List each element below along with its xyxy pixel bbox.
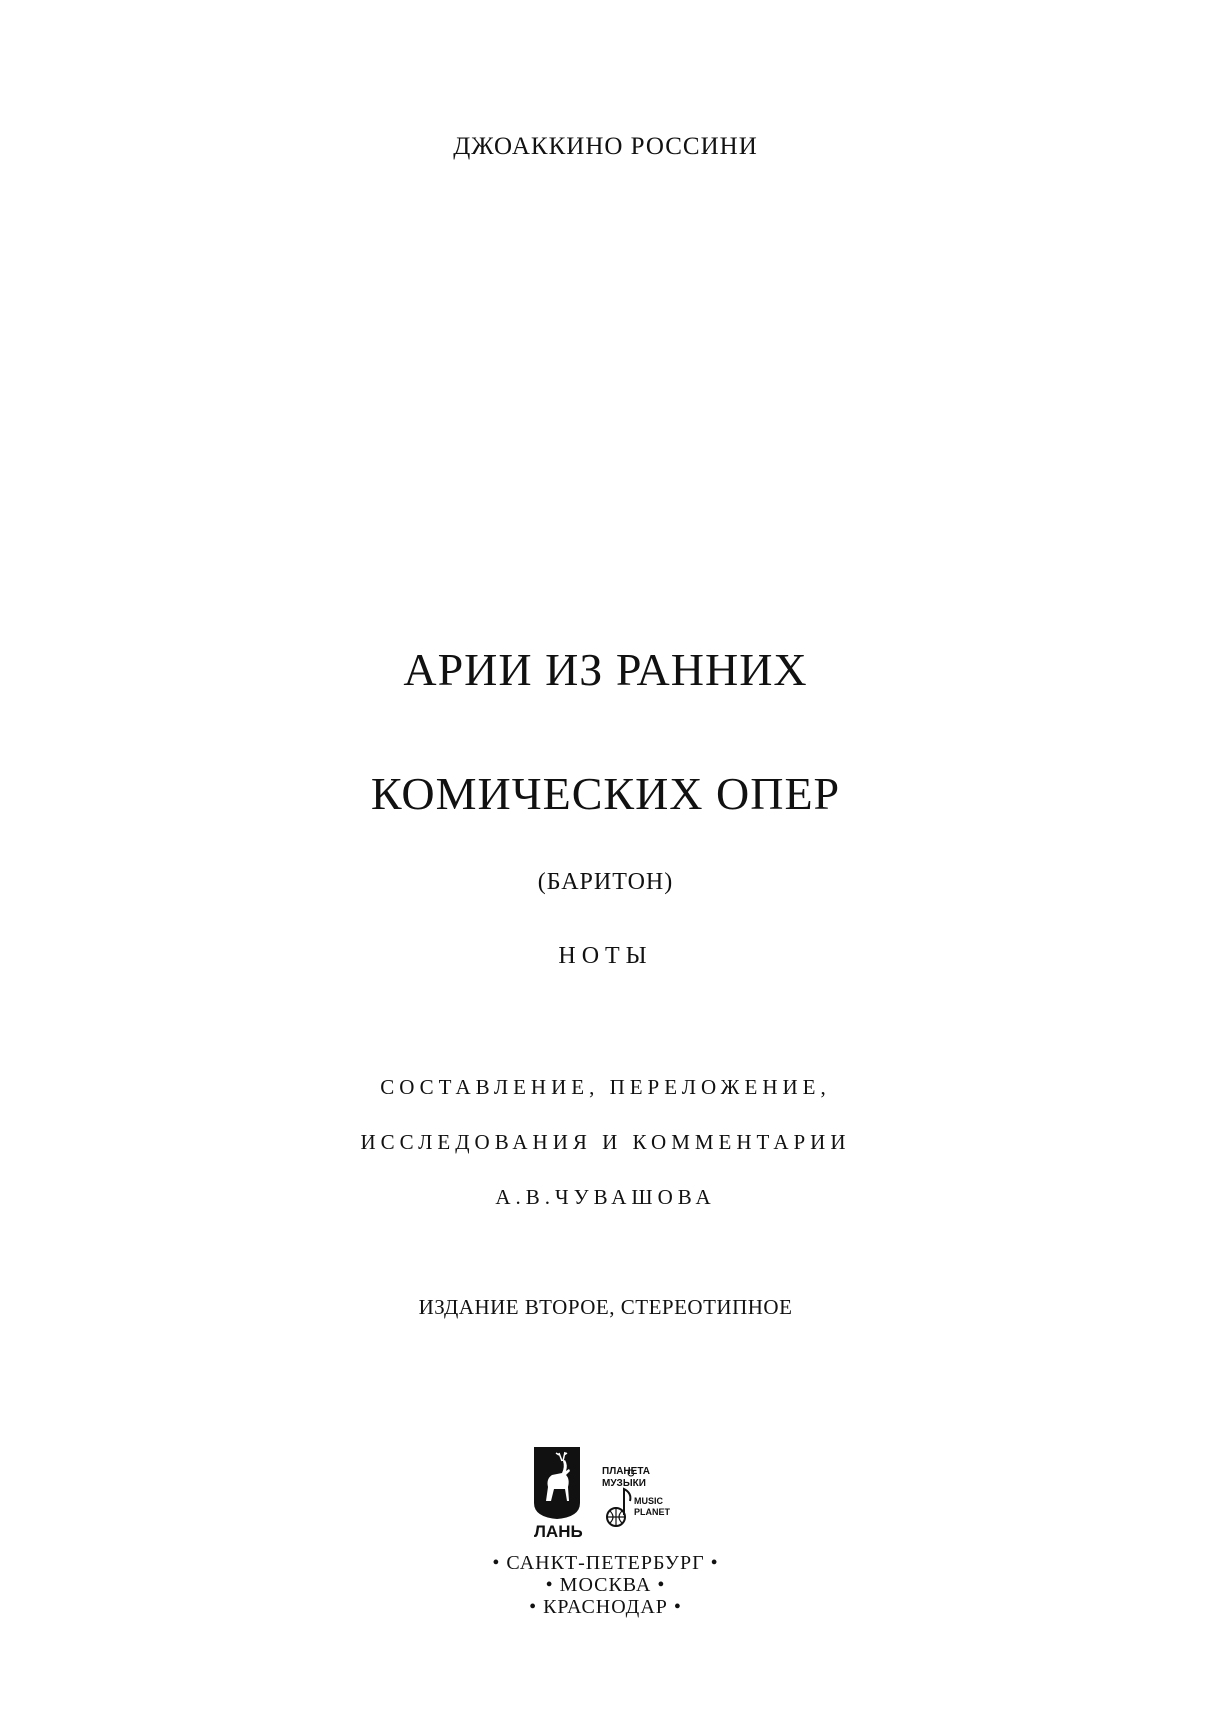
lan-logo-text: ЛАНЬ xyxy=(534,1522,583,1541)
credits-line-3: А.В.ЧУВАШОВА xyxy=(495,1185,716,1209)
credits-line-1: СОСТАВЛЕНИЕ, ПЕРЕЛОЖЕНИЕ, xyxy=(380,1075,831,1099)
lan-logo xyxy=(532,1445,582,1545)
book-title-line-1: АРИИ ИЗ РАННИХ xyxy=(403,644,808,695)
publisher-city-3: • КРАСНОДАР • xyxy=(529,1596,682,1618)
planet-logo-text-4: PLANET xyxy=(634,1507,670,1517)
credits-line-2: ИССЛЕДОВАНИЯ И КОММЕНТАРИИ xyxy=(360,1130,851,1154)
author-name: ДЖОАККИНО РОССИНИ xyxy=(453,133,758,160)
publisher-city-1: • САНКТ-ПЕТЕРБУРГ • xyxy=(492,1552,719,1574)
planet-music-logo xyxy=(602,1467,682,1529)
edition-note: ИЗДАНИЕ ВТОРОЕ, СТЕРЕОТИПНОЕ xyxy=(418,1295,793,1319)
planet-logo-text-1: ПЛАНЕТА xyxy=(602,1466,651,1477)
voice-type: (БАРИТОН) xyxy=(537,869,674,895)
publisher-city-2: • МОСКВА • xyxy=(545,1574,666,1596)
planet-logo-text-3: MUSIC xyxy=(634,1496,663,1506)
book-title-line-2: КОМИЧЕСКИХ ОПЕР xyxy=(370,768,841,819)
deer-icon xyxy=(532,1445,582,1521)
publisher-logos xyxy=(532,1445,692,1545)
music-note-globe-icon xyxy=(602,1467,634,1529)
planet-logo-text-2: МУЗЫКИ xyxy=(602,1478,646,1489)
genre-label: НОТЫ xyxy=(558,943,653,969)
